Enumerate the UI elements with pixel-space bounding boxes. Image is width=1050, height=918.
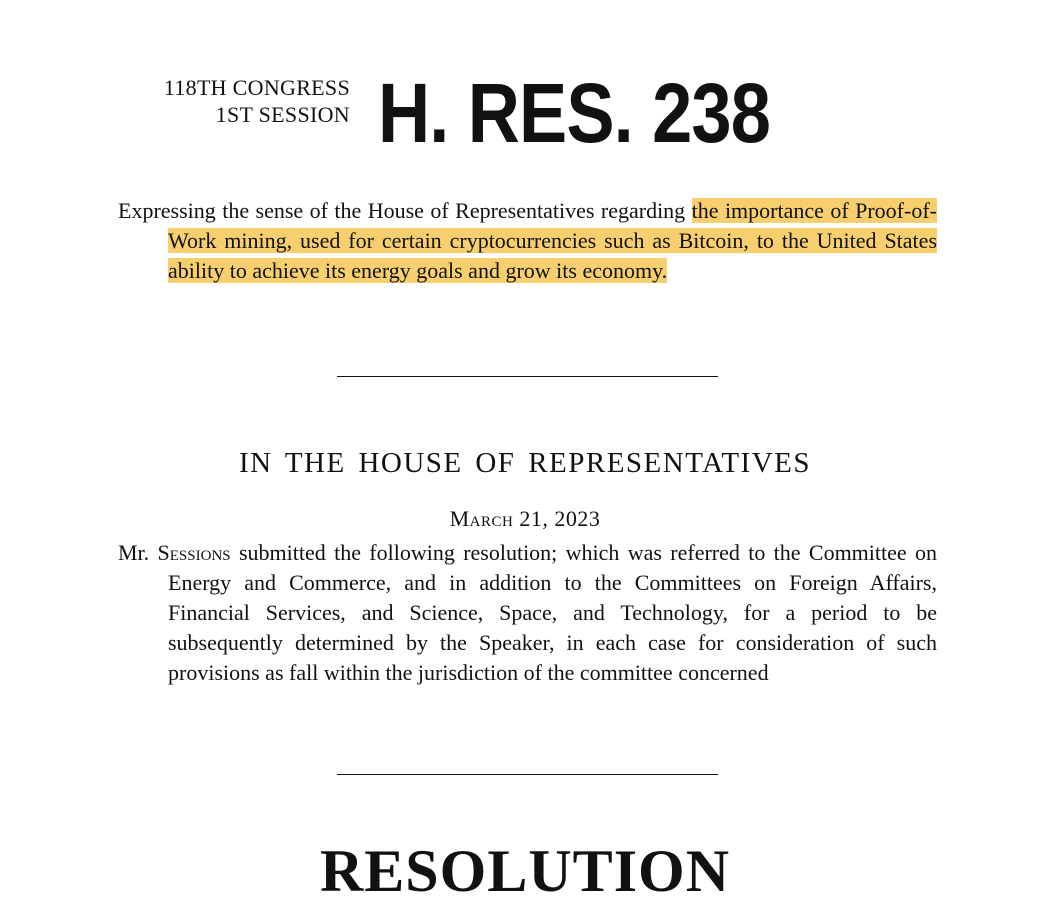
sponsor-title: Mr. <box>118 540 150 565</box>
bill-number: H. RES. 238 <box>378 66 771 160</box>
congress-session-block <box>110 74 350 128</box>
referral-text: submitted the following resolution; which was referred to the Committee on Energy and Commerce, and in addition to the Committees on Foreign Affairs, Financial Services, and Science, Space, and Technology, for a period to be subsequently determined by the Speaker, in each case for consideration of such provisions as fall within the jurisdiction of the committee concerned <box>168 540 937 685</box>
divider-bottom <box>337 774 718 775</box>
purpose-lead-text: Expressing the sense of the House of Representatives regarding <box>118 198 692 223</box>
referral-action <box>118 538 937 688</box>
divider-top <box>337 376 718 377</box>
congress-number: 118TH CONGRESS <box>163 75 350 100</box>
purpose-statement <box>118 196 937 286</box>
introduction-date: March 21, 2023 <box>449 506 601 531</box>
chamber-heading: IN THE HOUSE OF REPRESENTATIVES <box>239 447 811 479</box>
document-type-heading: RESOLUTION <box>319 838 731 904</box>
sponsor-name: Sessions <box>157 540 231 565</box>
session-number: 1ST SESSION <box>215 102 350 127</box>
highlighted-purpose-text: the importance of Proof-of-Work mining, used for certain cryptocurrencies such as Bitcoin, to the United States ability to achieve its energy goals and grow its economy. <box>168 198 937 283</box>
